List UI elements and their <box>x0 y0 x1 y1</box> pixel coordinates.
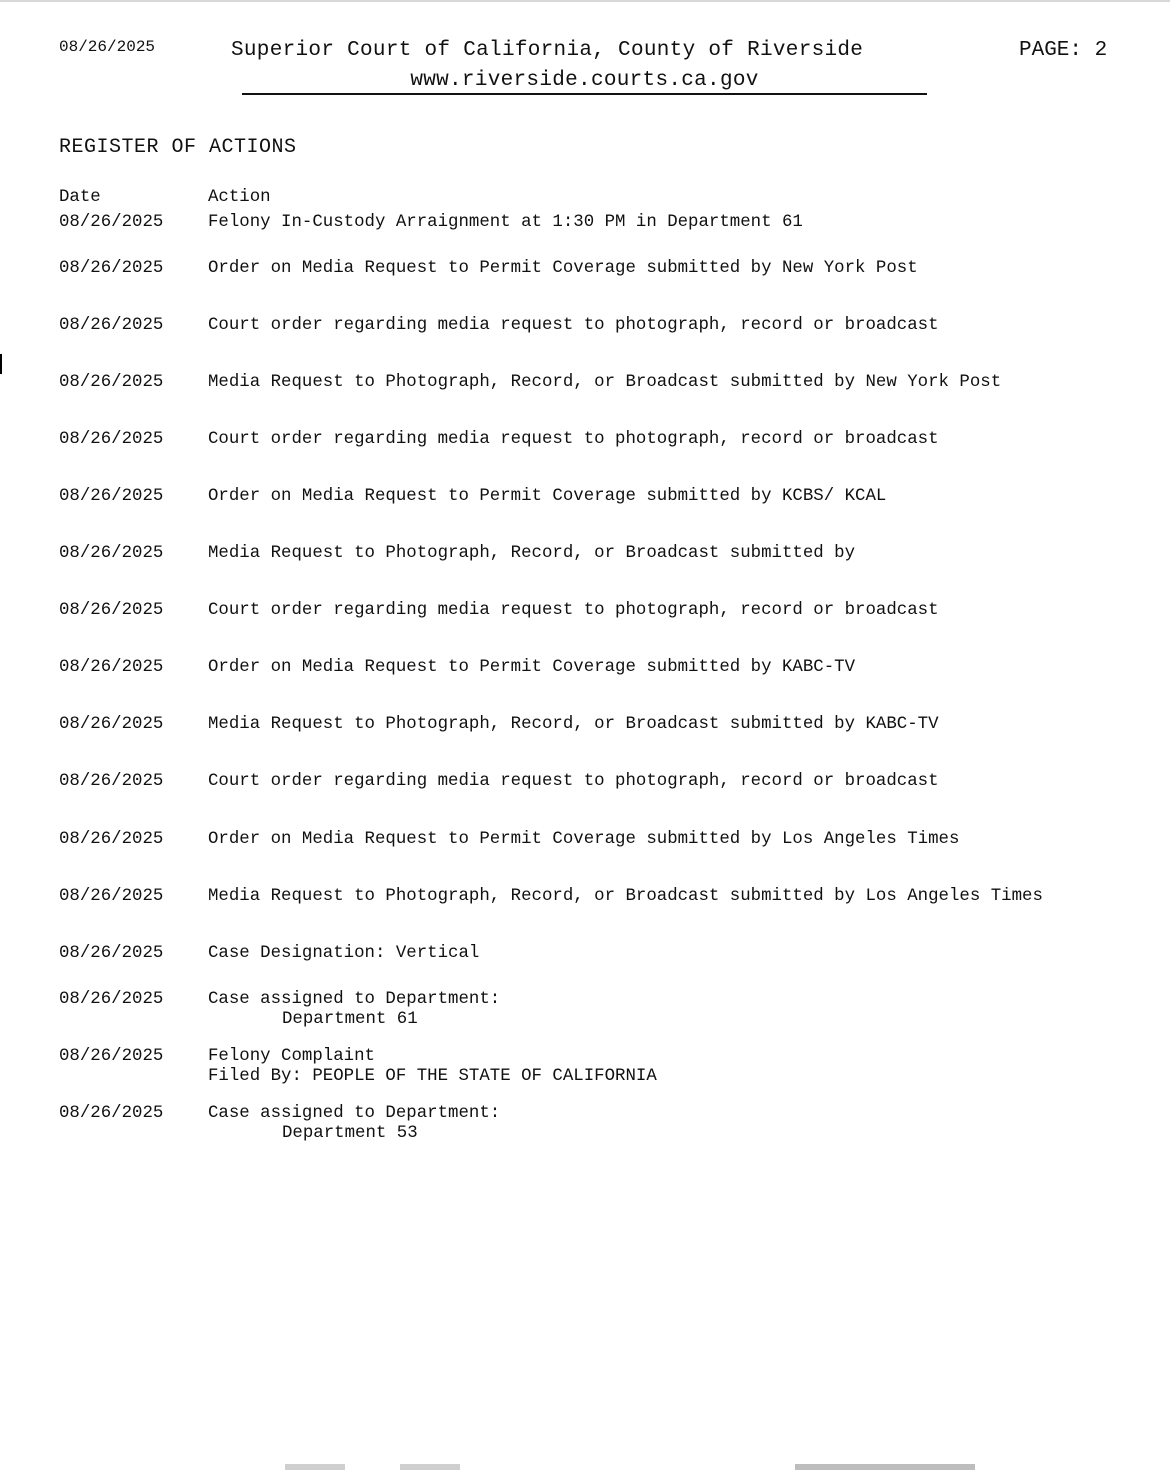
entry-date: 08/26/2025 <box>59 373 164 392</box>
entry-action: Media Request to Photograph, Record, or Broadcast submitted by <box>208 544 856 563</box>
court-name: Superior Court of California, County of Riverside <box>231 39 864 62</box>
entry-action: Court order regarding media request to photograph, record or broadcast <box>208 772 939 791</box>
entry-action: Felony In-Custody Arraignment at 1:30 PM in Department 61 <box>208 213 803 232</box>
entry-date: 08/26/2025 <box>59 213 164 232</box>
entry-date: 08/26/2025 <box>59 1047 164 1066</box>
entry-date: 08/26/2025 <box>59 772 164 791</box>
entry-action: Felony Complaint <box>208 1047 375 1066</box>
page-number: PAGE: 2 <box>1019 39 1108 62</box>
register-entry <box>0 1104 501 1204</box>
court-website: www.riverside.courts.ca.gov <box>242 69 927 95</box>
entry-date: 08/26/2025 <box>59 316 164 335</box>
entry-action: Order on Media Request to Permit Coverage submitted by Los Angeles Times <box>208 830 960 849</box>
entry-action: Media Request to Photograph, Record, or Broadcast submitted by New York Post <box>208 373 1002 392</box>
entry-action: Case assigned to Department: <box>208 990 501 1009</box>
entry-date: 08/26/2025 <box>59 487 164 506</box>
entry-detail: Department 53 <box>282 1124 418 1143</box>
entry-date: 08/26/2025 <box>59 601 164 620</box>
section-title: REGISTER OF ACTIONS <box>59 136 297 159</box>
entry-date: 08/26/2025 <box>59 830 164 849</box>
entry-date: 08/26/2025 <box>59 944 164 963</box>
entry-action: Court order regarding media request to photograph, record or broadcast <box>208 316 939 335</box>
scan-artifact <box>0 354 2 374</box>
entry-detail: Filed By: PEOPLE OF THE STATE OF CALIFORNIA <box>208 1067 657 1086</box>
entry-action: Case Designation: Vertical <box>208 944 480 963</box>
entry-action: Media Request to Photograph, Record, or Broadcast submitted by KABC-TV <box>208 715 939 734</box>
entry-date: 08/26/2025 <box>59 1104 164 1123</box>
header-date: 08/26/2025 <box>59 38 156 56</box>
entry-action: Order on Media Request to Permit Coverage submitted by KABC-TV <box>208 658 856 677</box>
entry-action: Court order regarding media request to photograph, record or broadcast <box>208 430 939 449</box>
scan-artifact <box>400 1464 460 1470</box>
column-header-action: Action <box>208 188 271 207</box>
entry-date: 08/26/2025 <box>59 544 164 563</box>
entry-date: 08/26/2025 <box>59 658 164 677</box>
entry-action: Court order regarding media request to photograph, record or broadcast <box>208 601 939 620</box>
entry-date: 08/26/2025 <box>59 259 164 278</box>
scan-artifact <box>795 1464 975 1470</box>
entry-date: 08/26/2025 <box>59 715 164 734</box>
entry-action: Case assigned to Department: <box>208 1104 501 1123</box>
scan-artifact <box>285 1464 345 1470</box>
entry-date: 08/26/2025 <box>59 990 164 1009</box>
entry-action: Order on Media Request to Permit Coverage submitted by KCBS/ KCAL <box>208 487 887 506</box>
entry-date: 08/26/2025 <box>59 887 164 906</box>
entry-detail: Department 61 <box>282 1010 418 1029</box>
entry-action: Media Request to Photograph, Record, or Broadcast submitted by Los Angeles Times <box>208 887 1043 906</box>
entry-action: Order on Media Request to Permit Coverage submitted by New York Post <box>208 259 918 278</box>
entry-date: 08/26/2025 <box>59 430 164 449</box>
column-header-date: Date <box>59 188 101 207</box>
